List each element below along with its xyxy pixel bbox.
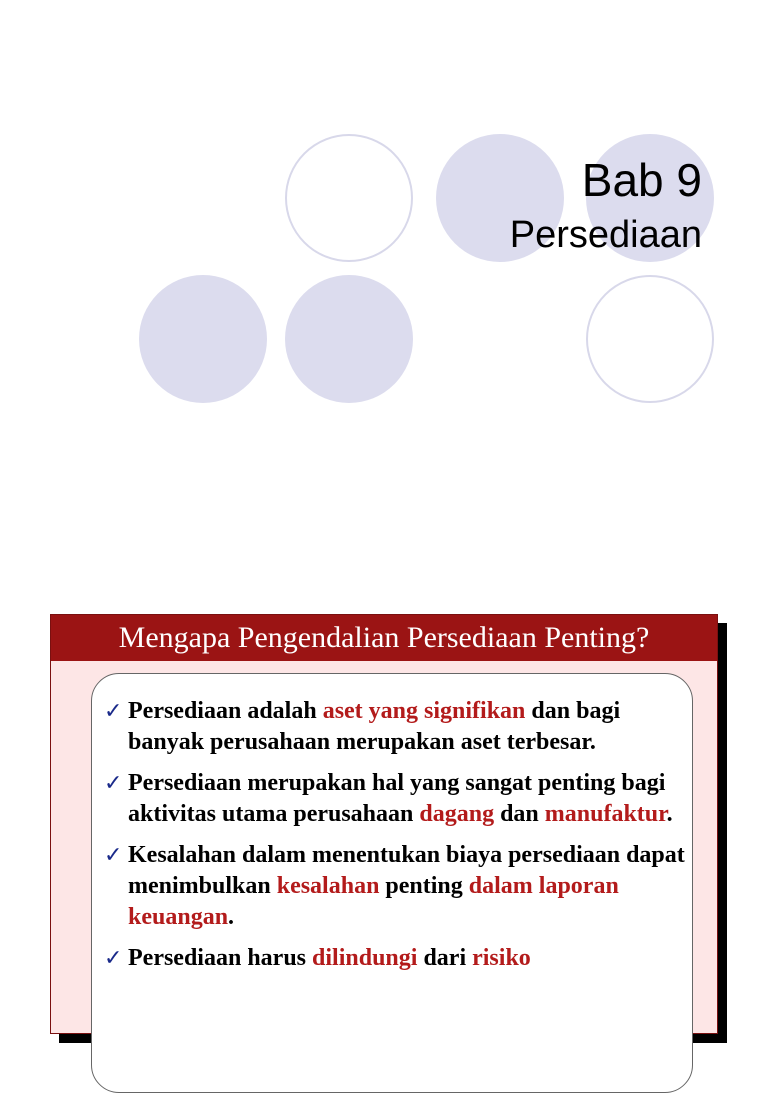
bullet-text: penting bbox=[379, 873, 469, 899]
bullet-highlight: kesalahan bbox=[276, 873, 380, 899]
bullet-text: dari bbox=[417, 945, 473, 971]
slide-subtitle: Persediaan bbox=[509, 214, 702, 256]
bullet-text: . bbox=[228, 904, 235, 930]
slide-header: Mengapa Pengendalian Persediaan Penting? bbox=[51, 615, 717, 661]
bullet-box bbox=[91, 673, 693, 1093]
decor-circle-outline bbox=[586, 275, 714, 403]
list-item bbox=[104, 943, 694, 974]
list-item bbox=[104, 840, 694, 933]
decor-circle-filled bbox=[139, 275, 267, 403]
bullet-text: Persediaan harus bbox=[128, 945, 313, 971]
bullet-text: dan bagi banyak perusahaan merupakan aset terbesar. bbox=[128, 698, 621, 755]
content-slide bbox=[50, 614, 718, 1034]
bullet-text: Persediaan merupakan hal yang sangat penting bagi aktivitas utama perusahaan bbox=[128, 770, 666, 827]
bullet-text: Persediaan adalah bbox=[128, 698, 323, 724]
check-icon: ✓ bbox=[104, 946, 123, 971]
list-item bbox=[104, 768, 694, 830]
bullet-highlight: dalam laporan keuangan bbox=[128, 873, 619, 930]
list-item bbox=[104, 696, 694, 758]
bullet-list bbox=[104, 696, 694, 984]
check-icon: ✓ bbox=[104, 843, 123, 868]
content-panel bbox=[50, 614, 718, 1034]
decor-circle-outline bbox=[285, 134, 413, 262]
bullet-highlight: risiko bbox=[472, 945, 531, 971]
bullet-text: Kesalahan dalam menentukan biaya persediaan dapat menimbulkan bbox=[128, 842, 685, 899]
bullet-highlight: dagang bbox=[419, 801, 495, 827]
decor-circle-filled bbox=[285, 275, 413, 403]
check-icon: ✓ bbox=[104, 699, 123, 724]
title-block bbox=[510, 150, 702, 260]
bullet-text: . bbox=[666, 801, 673, 827]
bullet-highlight: dilindungi bbox=[312, 945, 418, 971]
slide-title: Bab 9 bbox=[581, 154, 702, 206]
bullet-text: dan bbox=[494, 801, 545, 827]
check-icon: ✓ bbox=[104, 771, 123, 796]
bullet-highlight: manufaktur bbox=[544, 801, 667, 827]
bullet-highlight: aset yang signifikan bbox=[322, 698, 526, 724]
